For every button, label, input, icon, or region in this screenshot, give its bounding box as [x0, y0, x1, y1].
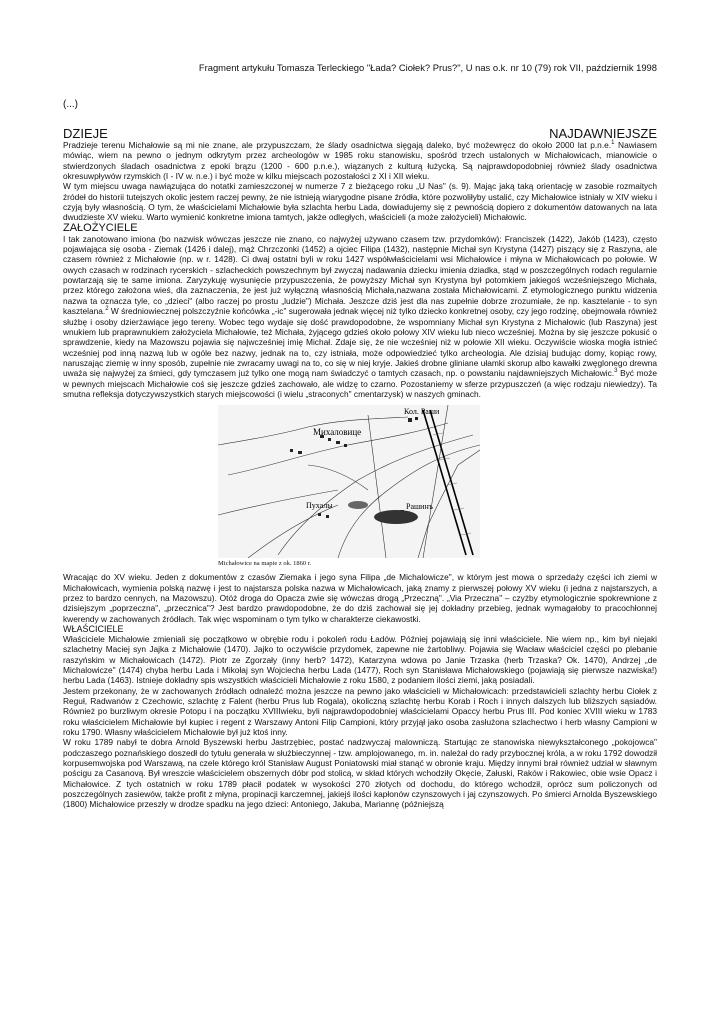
historical-map — [218, 405, 480, 558]
footnote-2: 2 — [105, 306, 109, 313]
paragraph-przeczna: Wracając do XV wieku. Jeden z dokumentów z czasów Ziemaka i jego syna Filipa „de Michalowicze", w którym jest mowa o sprzedaży części ich ziemi w Michałowicach, wymienia polską nazwę i jest to najstarsza polska nazwa w Michałowicach, jaką znamy z pierwszej połowy XV wieku (i jedna z najstarszych, a przez to bardzo cennych, na Mazowszu). Otóż droga do Opacza zwie się wówczas drogą „Przeczną". „Via Przeczna" – czyżby etymologicznie spokrewnione z dzisiejszym „poprzeczna", „przecznica"? Jest bardzo prawdopodobne, że do dziś zachował się jej dokładny przebieg, jednak wymagałoby to pracochłonnej kwerendy w zachowanych źródłach. Tak więc wspominam o tym tylko w charakterze ciekawostki. — [63, 572, 657, 624]
map-caption: Michałowice na mapie z ok. 1860 r. — [218, 560, 312, 568]
paragraph-founders: I tak zanotowano imiona (bo nazwisk wówczas jeszcze nie znano, co najwyżej używano czasem tzw. przydomków): Franciszek (1422), Jakób (1423), często pojawiająca się osoba - Ziemak (1426 i dalej), mąż Chrzczonki (1452) a ojciec Filipa (1432), następnie Michał syn Krystyna (1427) piszący się z Raszyna, ale czasem również z Michałowie (np. w r. 1428). Ci dwaj ostatni byli w roku 1427 współwłaścicielami wsi Michałowice i młyna w Michałowicach po połowie. W owych czasach w rodzinach rycerskich - szlacheckich powszechnym był zwyczaj nadawania dziecku imienia dziadka, stąd w poszczególnych rodach regularnie powtarzają się te same imiona. Zaryzykuję wysunięcie przypuszczenia, że powyższy Michał syn Krystyna był potomkiem jakiegoś wcześniejszego Michała, przez którego założona wieś, dla zaznaczenia, że jest już wyłączną własnością Michała,nazwana została Michałowicami. Z etymologicznego punktu widzenia nazwa ta oznacza tyle, co „dzieci" (albo raczej po prostu „ludzie") Michała. Jeszcze dziś jest dla nas zupełnie dobrze zrozumiałe, że np. kasztelanie - to syn kasztelana.$^2$ W średniowiecznej polszczyźnie końcówka „-ic" sugerowała jednak więcej niż tylko dziecko konkretnej osoby, czy jego rodzinę, obejmowała również służbę i osoby dzierżawiące jego tereny. Wobec tego wydaje się dość prawdopodobne, że wspomniany Michał syn Krystyna z Michałowic (lub Raszyna) jest wnukiem lub praprawnukiem założyciela Michałowie, też Michała, żyjącego gdzieś około połowy XIV wieku lub nieco wcześniej. Można by się jeszcze pokusić o sprawdzenie, kiedy na Mazowszu pojawia się najwcześniej imię Michał. Zdaje się, że nie wcześniej niż w połowie XII wieku. Oczywiście wioska mogła istnieć wcześniej pod inną nazwą lub w ogóle bez nazwy, jednak na to, czy istniała, może odpowiedzieć tylko archeologia. Ale dzisiaj budując domy, kopiąc rowy, naruszając ziemię w inny sposób, zupełnie nie zwracamy uwagi na to, co się w niej kryje. Jakieś drobne gliniane ułamki skorup albo kawałki zwęglonego drewna uważa się najwyżej za śmieci, gdy tymczasem już tylko one mogą nam świadczyć o tamtych czasach, np. o powstaniu najdawniejszych Michałowic.$^3$ Być może w pewnych miejscach Michałowie coś się jeszcze gdzieś zachowało, ale widzę to czarno. Pozostaniemy w sferze przypuszczeń (a więc rodzaju niewiedzy). Ta smutna refleksja dotyczywszystkich starych miejscowości (i wielu „straconych" cmentarzysk) w naszych gminach. — [63, 233, 658, 399]
paragraph-owners-1: Właściciele Michałowie zmieniali się początkowo w obrębie rodu i pokoleń rodu Ładów. Później pojawiają się inni właściciele. Nie wiem np., kim był niejaki szlachetny Maciej syn Jajka z Michałowie (1470). Jajko to oczywiście przydomek, zapewne nie żartobliwy. Pojawia się Wacław właściciel części po plebanie raszyńskim w Michałowicach (1472). Piotr ze Zgorzały (inny herb? 1472), Katarzyna wdowa po Janie Trzaska (herb Trzaska? Ok. 1470), Andrzej „de Michalowicze" (1474) chyba herbu Lada i Mikołaj syn Wojciecha herbu Lada (1477), Roch syn Stanisława Michałowskiego (pojawiają się pierwsze nazwiska!) herbu Lada (1463). Istnieje dokładny spis wszystkich właścicieli Michałowie z roku 1580, z podaniem ilości ziemi, jaką posiadali. — [63, 633, 657, 686]
footnote-3: 3 — [614, 368, 618, 375]
map-label-raszyn: Рашинъ — [406, 502, 433, 512]
source-header: Fragment artykułu Tomasza Terleckiego "Łada? Ciołek? Prus?", U nas o.k. nr 10 (79) rok VII, październik 1998 — [198, 62, 657, 73]
heading-left: DZIEJE — [63, 126, 108, 141]
heading-right: NAJDAWNIEJSZE — [549, 126, 657, 141]
paragraph-sources: W tym miejscu uwaga nawiązująca do notatki zamieszczonej w numerze 7 z bieżącego roku „U Nas" (s. 9). Mając jaką taką orientację w zasobie rozmaitych źródeł do historii tutejszych okolic jestem raczej pewny, że nie istnieją wiarygodne pisane źródła, które pozwoliłyby ustalić, czy Michałowice istniały w XIV wieku i czyją były własnością. O tym, że właścicielami Michałowie była szlachta herbu Lada, dowiadujemy się z pewnością dopiero z dokumentów datowanych na lata dwudzieste XV wieku. Warto wymienić konkretne imiona tamtych, jakże odległych, właścicieli (a może założycieli) Michałowic. — [63, 181, 657, 223]
map-label-michalowice: Михаловице — [313, 427, 362, 438]
map-label-puchaly: Пухалы — [306, 501, 333, 511]
paragraph-prehistory: Pradzieje terenu Michałowie są mi nie znane, ale przypuszczam, że ślady osadnictwa sięgają daleko, być możewręcz do około 2000 lat p.n.e.$^1$ Nawiasem mówiąc, wiem na pewno o jednym odkrytym przez archeologów w 1985 roku stanowisku, spośród trzech ustalonych w Michałowicach, mianowicie o stwierdzonych śladach osadnictwa z epoki brązu (1200 - 600 p.n.e.), wiązanych z kulturą łużycką. Są najprawdopodobniej również ślady osadnictwa okresuwpływów rzymskich (I - IV w. n.e.) i być może w kilku miejscach pozostałości z XI i XII wieku. — [63, 140, 657, 182]
section-heading-zalozyciele: ZAŁOŻYCIELE — [63, 221, 138, 234]
paragraph-owners-2: Jestem przekonany, że w zachowanych źródłach odnaleźć można jeszcze na pewno jako właścicieli w Michałowicach: przedstawicieli szlachty herbu Ciołek z Reguł, Radwanów z Czechowic, szlachtę z Falent (herbu Prus lub Rogala), okoliczną szlachtę herbu Korab i Roch i innych dalszych lub bliższych sąsiadów. Również po burzliwym okresie Potopu i na początku XVIIIwieku, byli najprawdopodobniej właścicielami Opaccy herbu Prus III. Pod koniec XVIII wieku w 1783 roku właścicielem Michałowie był kupiec i regent z Warszawy Antoni Filip Campioni, który przyjął jako osoba zasłużona szlachectwo i herb własny Campioni w roku 1790. Własny właścicielem Michałowie był już ktoś inny. — [63, 685, 657, 738]
paragraph-byszewski: W roku 1789 nabył te dobra Arnold Byszewski herbu Jastrzębiec, postać nadzwyczaj malowniczą. Startując ze stanowiska niewykształconego „pokojowca" podczaszego poznańskiego doszedł do tytułu generała w służbieczynnej - tzw. amplojowanego, m. in. należał do rady przybocznej króla, a w roku 1792 dowodził korpusemwojska pod Warszawą, na czele którego król Stanisław August Poniatowski miał stanąć w obronie kraju. Między innymi brał również udział w sławnym pościgu za Casanovą. Był wreszcie właścicielem obszernych dóbr pod stolicą, w skład których wchodziły Okęcie, Załuski, Raków i Rakowiec, obie wsie Opacz i Michałowice. Z tych ostatnich w roku 1789 płacił podatek w wysokości 270 złotych od dochodu, do którego wchodził, oprócz sum policzonych od poszczególnych zasiewów, także profit z młyna, propinacji karczemnej, jakiejś ilości kapłonów czynszowych i jaj czynszowych. Po śmierci Arnolda Byszewskiego (1800) Michałowice przeszły w drodze spadku na jego dzieci: Antoniego, Jakuba, Mariannę (późniejszą — [63, 737, 657, 810]
map-label-kol-raszyn: Кол. Раши — [404, 407, 440, 417]
ellipsis: (...) — [63, 99, 78, 110]
map-image — [218, 405, 480, 558]
article-page — [63, 62, 657, 810]
footnote-1: 1 — [611, 140, 615, 147]
section-heading-wlasciciele: WŁAŚCICIELE — [63, 623, 124, 634]
section-heading-dzieje — [63, 127, 657, 140]
